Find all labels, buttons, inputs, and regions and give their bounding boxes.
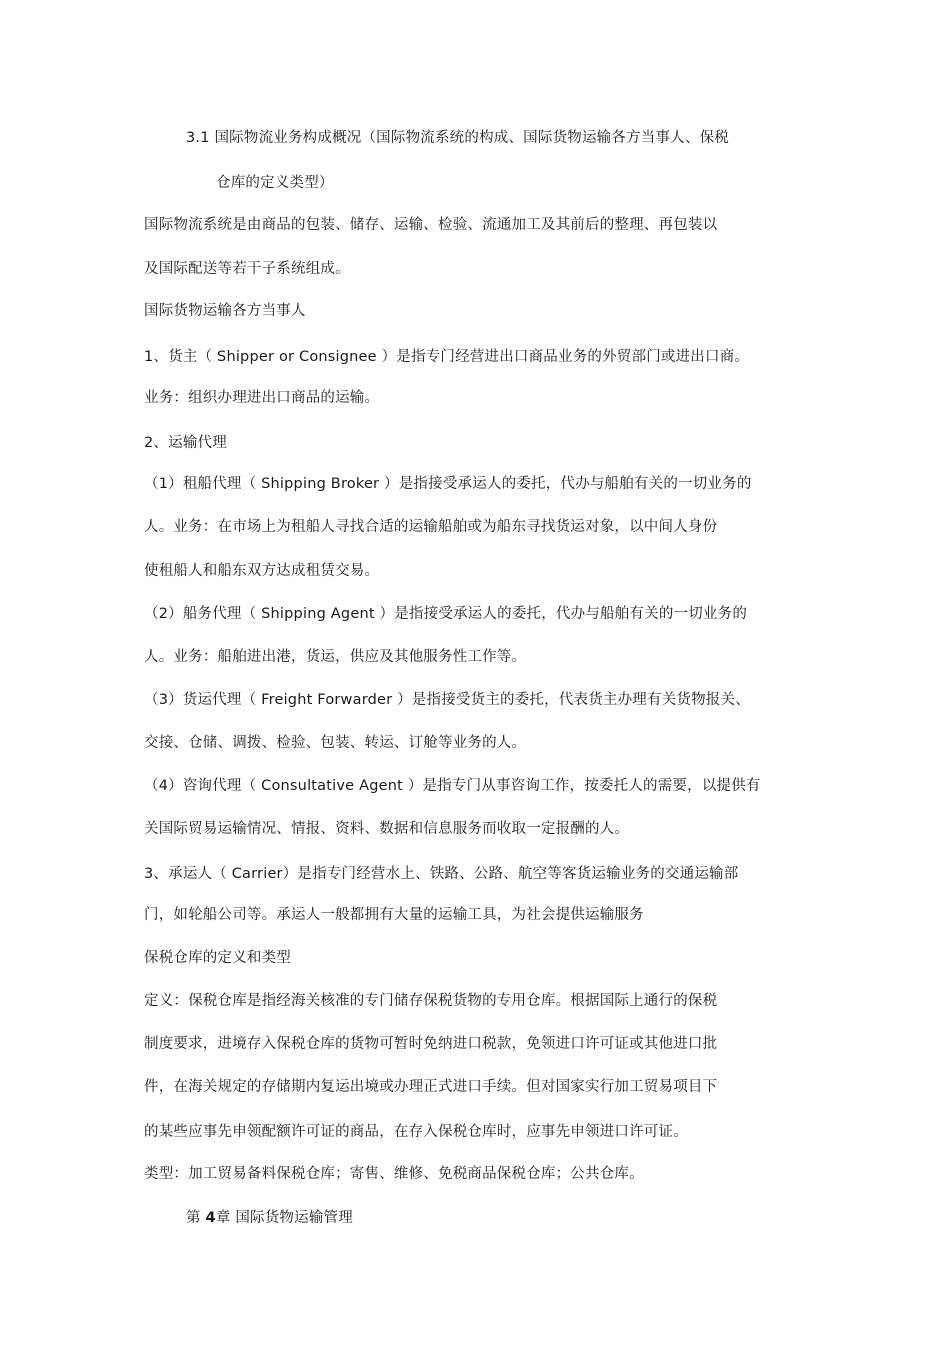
subheading-bonded-warehouse: 保税仓库的定义和类型 (144, 950, 291, 966)
paragraph-line: 交接、仓储、调拨、检验、包装、转运、订舱等业务的人。 (144, 735, 527, 751)
chapter-title: 章 国际货物运输管理 (215, 1210, 353, 1226)
paragraph-line: 人。业务：船舶进出港，货运，供应及其他服务性工作等。 (144, 649, 527, 665)
paragraph-line: 使租船人和船东双方达成租赁交易。 (144, 563, 380, 579)
paragraph-line: （2）船务代理（ Shipping Agent ）是指接受承运人的委托，代办与船舶有关的一切业务的 (144, 606, 748, 622)
paragraph-line: 的某些应事先申领配额许可证的商品，在存入保税仓库时，应事先申领进口许可证。 (144, 1124, 688, 1140)
paragraph-line: 1、货主（ Shipper or Consignee ）是指专门经营进出口商品业务的外贸部门或进出口商。 (144, 349, 750, 365)
paragraph-line: 类型：加工贸易备料保税仓库；寄售、维修、免税商品保税仓库；公共仓库。 (144, 1166, 644, 1182)
paragraph-line: 定义：保税仓库是指经海关核准的专门储存保税货物的专用仓库。根据国际上通行的保税 (144, 993, 718, 1009)
paragraph-line: 3、承运人（ Carrier）是指专门经营水上、铁路、公路、航空等客货运输业务的交通运输部 (144, 866, 739, 882)
paragraph-line: 人。业务：在市场上为租船人寻找合适的运输船舶或为船东寻找货运对象，以中间人身份 (144, 519, 718, 535)
paragraph-line: 门，如轮船公司等。承运人一般都拥有大量的运输工具，为社会提供运输服务 (144, 907, 644, 923)
paragraph-line: （1）租船代理（ Shipping Broker ）是指接受承运人的委托，代办与船舶有关的一切业务的 (144, 476, 752, 492)
subheading-agents: 2、运输代理 (144, 435, 227, 451)
chapter-heading (186, 1208, 353, 1228)
paragraph-line: 及国际配送等若干子系统组成。 (144, 261, 350, 277)
paragraph-line: 关国际贸易运输情况、情报、资料、数据和信息服务而收取一定报酬的人。 (144, 821, 630, 837)
section-heading-line-2: 仓库的定义类型） (216, 175, 334, 191)
paragraph-line: （4）咨询代理（ Consultative Agent ）是指专门从事咨询工作，按委托人的需要，以提供有 (144, 778, 761, 794)
section-heading-line-1: 3.1 国际物流业务构成概况（国际物流系统的构成、国际货物运输各方当事人、保税 (186, 130, 729, 146)
chapter-number: 4 (205, 1210, 216, 1226)
chapter-prefix: 第 (186, 1210, 206, 1226)
subheading-parties: 国际货物运输各方当事人 (144, 303, 306, 319)
paragraph-line: 件，在海关规定的存储期内复运出境或办理正式进口手续。但对国家实行加工贸易项目下 (144, 1079, 718, 1095)
paragraph-line: 业务：组织办理进出口商品的运输。 (144, 390, 380, 406)
paragraph-line: （3）货运代理（ Freight Forwarder ）是指接受货主的委托，代表货主办理有关货物报关、 (144, 692, 750, 708)
paragraph-line: 国际物流系统是由商品的包装、储存、运输、检验、流通加工及其前后的整理、再包装以 (144, 217, 718, 233)
paragraph-line: 制度要求，进境存入保税仓库的货物可暂时免纳进口税款，免领进口许可证或其他进口批 (144, 1036, 718, 1052)
